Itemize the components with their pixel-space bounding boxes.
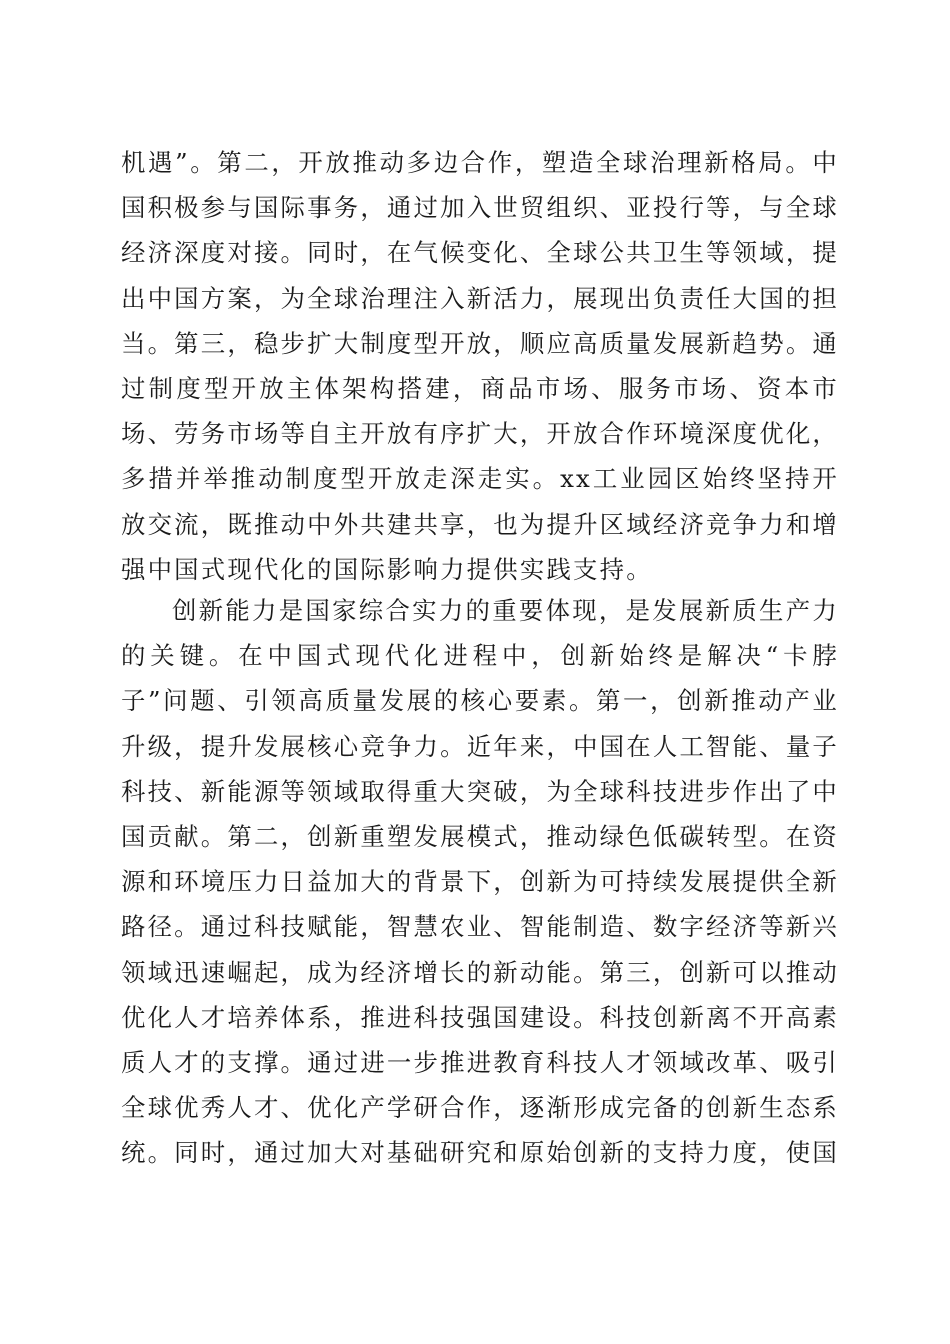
body-paragraph-1 xyxy=(121,140,839,592)
paragraph-text: 创新能力是国家综合实力的重要体现，是发展新质生产力的关键。在中国式现代化进程中，创新始终是解决“卡脖子”问题、引领高质量发展的核心要素。第一，创新推动产业升级，提升发展核心竞争力。近年来，中国在人工智能、量子科技、新能源等领域取得重大突破，为全球科技进步作出了中国贡献。第二，创新重塑发展模式，推动绿色低碳转型。在资源和环境压力日益加大的背景下，创新为可持续发展提供全新路径。通过科技赋能，智慧农业、智能制造、数字经济等新兴领域迅速崛起，成为经济增长的新动能。第三，创新可以推动优化人才培养体系，推进科技强国建设。科技创新离不开高素质人才的支撑。通过进一步推进教育科技人才领域改革、吸引全球优秀人才、优化产学研合作，逐渐形成完备的创新生态系统。同时，通过加大对基础研究和原始创新的支持力度，使国 xyxy=(121,596,839,1168)
paragraph-text: 机遇”。第二，开放推动多边合作，塑造全球治理新格局。中国积极参与国际事务，通过加入世贸组织、亚投行等，与全球经济深度对接。同时，在气候变化、全球公共卫生等领域，提出中国方案，为全球治理注入新活力，展现出负责任大国的担当。第三，稳步扩大制度型开放，顺应高质量发展新趋势。通过制度型开放主体架构搭建，商品市场、服务市场、资本市场、劳务市场等自主开放有序扩大，开放合作环境深度优化，多措并举推动制度型开放走深走实。xx工业园区始终坚持开放交流，既推动中外共建共享，也为提升区域经济竞争力和增强中国式现代化的国际影响力提供实践支持。 xyxy=(121,148,839,584)
body-paragraph-2 xyxy=(121,588,839,1176)
